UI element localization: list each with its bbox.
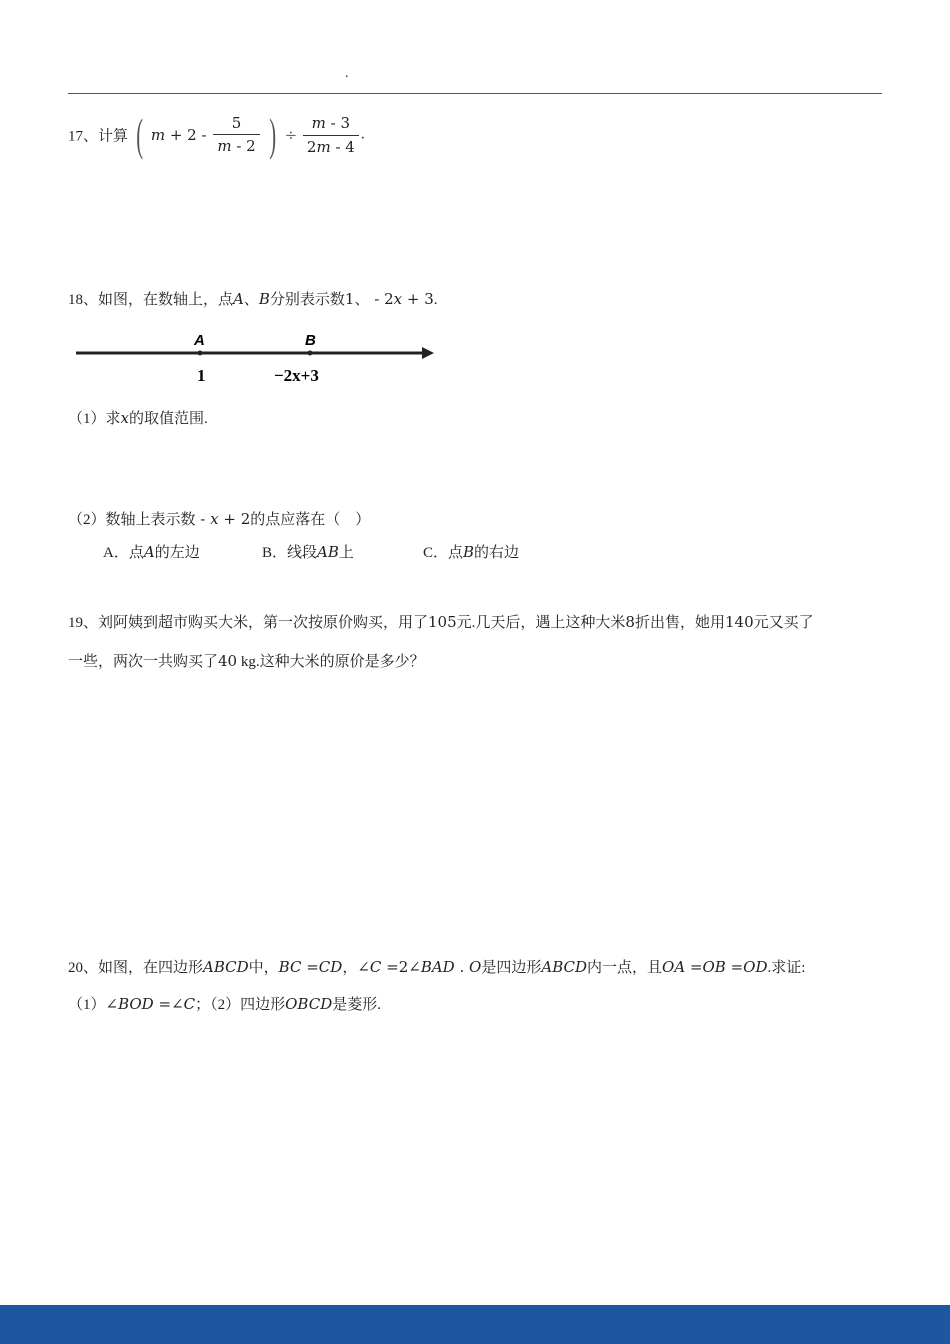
question-20-line-1 (68, 956, 805, 977)
q18-text-1: 18、如图，在数轴上，点 (68, 292, 234, 308)
option-a-post: 的左边 (154, 545, 200, 561)
q20-od: OD (743, 958, 768, 976)
q20-eq5: = (153, 995, 172, 1013)
q18-end: . (433, 292, 438, 308)
q20-ob: OB (702, 958, 726, 976)
q20-angle-c2: ∠C (171, 995, 196, 1013)
q18-sep: 、 (243, 292, 259, 308)
q19-140: 140 (724, 613, 754, 631)
question-19-line-1 (68, 611, 814, 632)
q17-fraction-2 (303, 114, 359, 157)
q19-40: 40 (218, 652, 238, 670)
q17-m: m (150, 126, 166, 144)
option-a (103, 541, 200, 562)
q18-x: x (393, 290, 403, 308)
q18-sub-1 (68, 407, 208, 428)
q19-l1b: 元.几天后，遇上这种大米 (456, 615, 626, 631)
q17-prefix: 17、计算 (68, 128, 129, 145)
q20-o: O (469, 958, 482, 976)
q20-oa: OA (662, 958, 686, 976)
right-paren: ) (269, 109, 277, 160)
q19-l1d: 元又买了 (753, 615, 814, 631)
q19-105: 105 (428, 613, 457, 631)
question-18 (68, 288, 438, 309)
q17-frac2-den-a: 2 (306, 137, 317, 156)
q17-frac1-num: 5 (231, 114, 242, 132)
q17-frac1-den-rest: - 2 (231, 137, 256, 155)
q20-abcd: ABCD (203, 958, 249, 976)
q18-text-2: 分别表示数 (269, 292, 345, 308)
q17-frac2-num (303, 114, 359, 135)
option-a-pre: A．点 (103, 545, 144, 561)
q18-sub1-x: x (120, 409, 129, 427)
q17-frac2-den-m: m (316, 137, 331, 156)
label-a: A (194, 332, 205, 349)
q20-f: 内一点，且 (587, 960, 663, 976)
q19-l1c: 折出售，她用 (634, 615, 725, 631)
question-20-line-2 (68, 993, 381, 1014)
q19-8: 8 (625, 613, 635, 631)
q17-end: . (360, 126, 365, 143)
point-b-marker (308, 351, 313, 356)
option-c (423, 541, 519, 562)
q17-frac2-num-rest: - 3 (325, 113, 351, 132)
header-rule (68, 93, 882, 94)
q20-l2a: （1） (68, 997, 106, 1013)
q20-l2b: ；（2）四边形 (195, 997, 286, 1013)
question-17 (68, 109, 365, 160)
q20-l2c: 是菱形. (332, 997, 381, 1013)
option-c-pre: C．点 (423, 545, 464, 561)
q19-l2a: 一些，两次一共购买了 (68, 654, 219, 670)
q18-sub1-pre: （1）求 (68, 411, 121, 427)
option-c-var: B (463, 543, 475, 561)
option-b-var: AB (317, 543, 339, 561)
number-line-figure (72, 328, 437, 390)
question-19-line-2 (68, 650, 425, 671)
q20-e: 是四边形 (481, 960, 542, 976)
q20-a: 20、如图，在四边形 (68, 960, 204, 976)
q20-abcd2: ABCD (541, 958, 587, 976)
q18-sub-2 (68, 508, 370, 529)
q18-sep2: 、 (354, 292, 370, 308)
q20-eq3: = (685, 958, 703, 976)
option-b (262, 541, 354, 562)
q17-frac2-den (303, 135, 359, 157)
option-b-post: 上 (338, 545, 354, 561)
q18-sub2-expr-b: + 2 (218, 510, 251, 528)
q17-plus2: + 2 - (165, 126, 212, 144)
q18-value-1: 1 (344, 290, 355, 308)
q20-eq1: = (301, 958, 319, 976)
q20-angle-c: ∠C (357, 958, 382, 976)
q20-eq4: = (725, 958, 744, 976)
q20-bc: BC (278, 958, 302, 976)
q18-point-a: A (233, 290, 244, 308)
header-dot: . (345, 66, 349, 81)
q20-g: .求证: (767, 960, 806, 976)
tick-label-expr: −2x+3 (274, 366, 319, 385)
number-line-arrow (422, 347, 434, 359)
q18-sub2-pre: （2）数轴上表示数 (68, 512, 196, 528)
q20-bad: BAD (420, 958, 455, 976)
q18-expr-b: + 3 (402, 290, 434, 308)
q17-divide: ÷ (284, 126, 298, 144)
option-b-pre: B．线段 (262, 545, 318, 561)
q18-sub1-post: 的取值范围. (128, 411, 208, 427)
q18-sub2-post: 的点应落在（ ） (250, 512, 371, 528)
q20-c: ， (342, 960, 358, 976)
q17-frac1-den (213, 134, 259, 156)
q17-frac2-num-m: m (311, 113, 326, 132)
q18-sub2-x: x (210, 510, 219, 528)
q18-point-b: B (258, 290, 270, 308)
left-paren: ( (135, 109, 143, 160)
q20-cd: CD (318, 958, 343, 976)
q17-frac2-den-rest: - 4 (330, 137, 355, 156)
option-a-var: A (143, 543, 155, 561)
q20-eq2: =2∠ (381, 958, 421, 976)
q20-obcd: OBCD (285, 995, 333, 1013)
option-c-post: 的右边 (474, 545, 520, 561)
q20-bod: ∠BOD (105, 995, 154, 1013)
q19-l2b: kg.这种大米的原价是多少？ (237, 654, 425, 670)
q20-d: . (454, 958, 470, 976)
q17-fraction-1 (213, 114, 259, 156)
q19-l1a: 19、刘阿姨到超市购买大米，第一次按原价购买，用了 (68, 615, 429, 631)
q18-expr-a: - 2 (369, 290, 394, 308)
q20-b: 中， (248, 960, 279, 976)
q17-frac1-den-m: m (217, 137, 232, 155)
tick-label-1: 1 (197, 366, 206, 385)
q18-sub2-expr-a: - (195, 510, 211, 528)
footer-bar (0, 1305, 950, 1344)
label-b: B (305, 332, 316, 349)
point-a-marker (198, 351, 203, 356)
